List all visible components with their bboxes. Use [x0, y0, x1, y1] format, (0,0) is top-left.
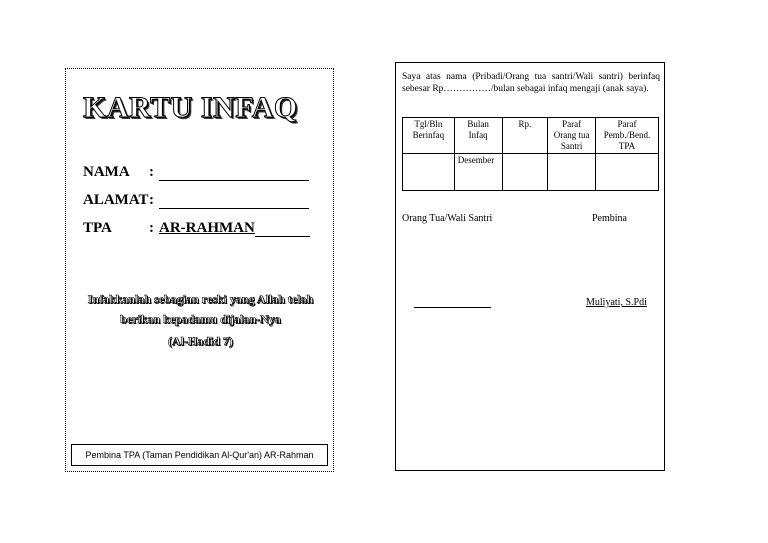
column-header: Bulan Infaq: [454, 118, 502, 154]
table-cell: [595, 154, 658, 191]
infaq-card-front: [65, 68, 334, 472]
nama-blank-line: [159, 166, 309, 181]
column-header: Paraf Orang tua Santri: [548, 118, 596, 154]
table-cell: [548, 154, 596, 191]
footer-box: Pembina TPA (Taman Pendidikan Al-Qur'an) AR-Rahman: [71, 444, 328, 466]
quote-line: berikan kepadamu dijalan-Nya: [120, 312, 281, 326]
field-alamat: [83, 192, 309, 209]
field-label: TPA: [83, 220, 112, 236]
column-header: Tgl/Bln Berinfaq: [403, 118, 455, 154]
table-header-row: [403, 118, 659, 154]
alamat-blank-line: [159, 194, 309, 209]
card-title: KARTU INFAQ: [83, 91, 298, 124]
column-header: Paraf Pemb./Bend. TPA: [595, 118, 658, 154]
field-nama: [83, 164, 309, 181]
table-cell: [502, 154, 548, 191]
signer-right-name: Muliyati, S.Pdi: [586, 297, 647, 308]
intro-statement: Saya atas nama (Pribadi/Orang tua santri/Wali santri) berinfaq sebesar Rp……………/bulan sebagai infaq mengaji (anak saya).: [402, 72, 660, 94]
field-colon: :: [149, 192, 154, 208]
column-header: Rp.: [502, 118, 548, 154]
signature-line: [414, 307, 491, 308]
signer-right-label: Pembina: [592, 213, 627, 224]
field-label: NAMA: [83, 164, 130, 180]
quote-text: [78, 289, 323, 329]
field-colon: :: [149, 164, 154, 180]
quote-line: Infakkanlah sebagian reski yang Allah telah: [87, 292, 314, 306]
quote-source: (Al-Hadid 7): [167, 334, 233, 348]
table-cell: Desember: [454, 154, 502, 191]
signer-left-label: Orang Tua/Wali Santri: [402, 213, 493, 224]
field-colon: :: [149, 220, 154, 236]
infaq-table: [402, 117, 659, 191]
table-row: [403, 154, 659, 191]
field-tpa: [83, 220, 310, 237]
tpa-blank-line: [255, 222, 310, 237]
tpa-value: AR-RAHMAN: [159, 220, 255, 236]
field-label: ALAMAT: [83, 192, 149, 208]
table-cell: [403, 154, 455, 191]
infaq-card-back: [395, 62, 665, 471]
